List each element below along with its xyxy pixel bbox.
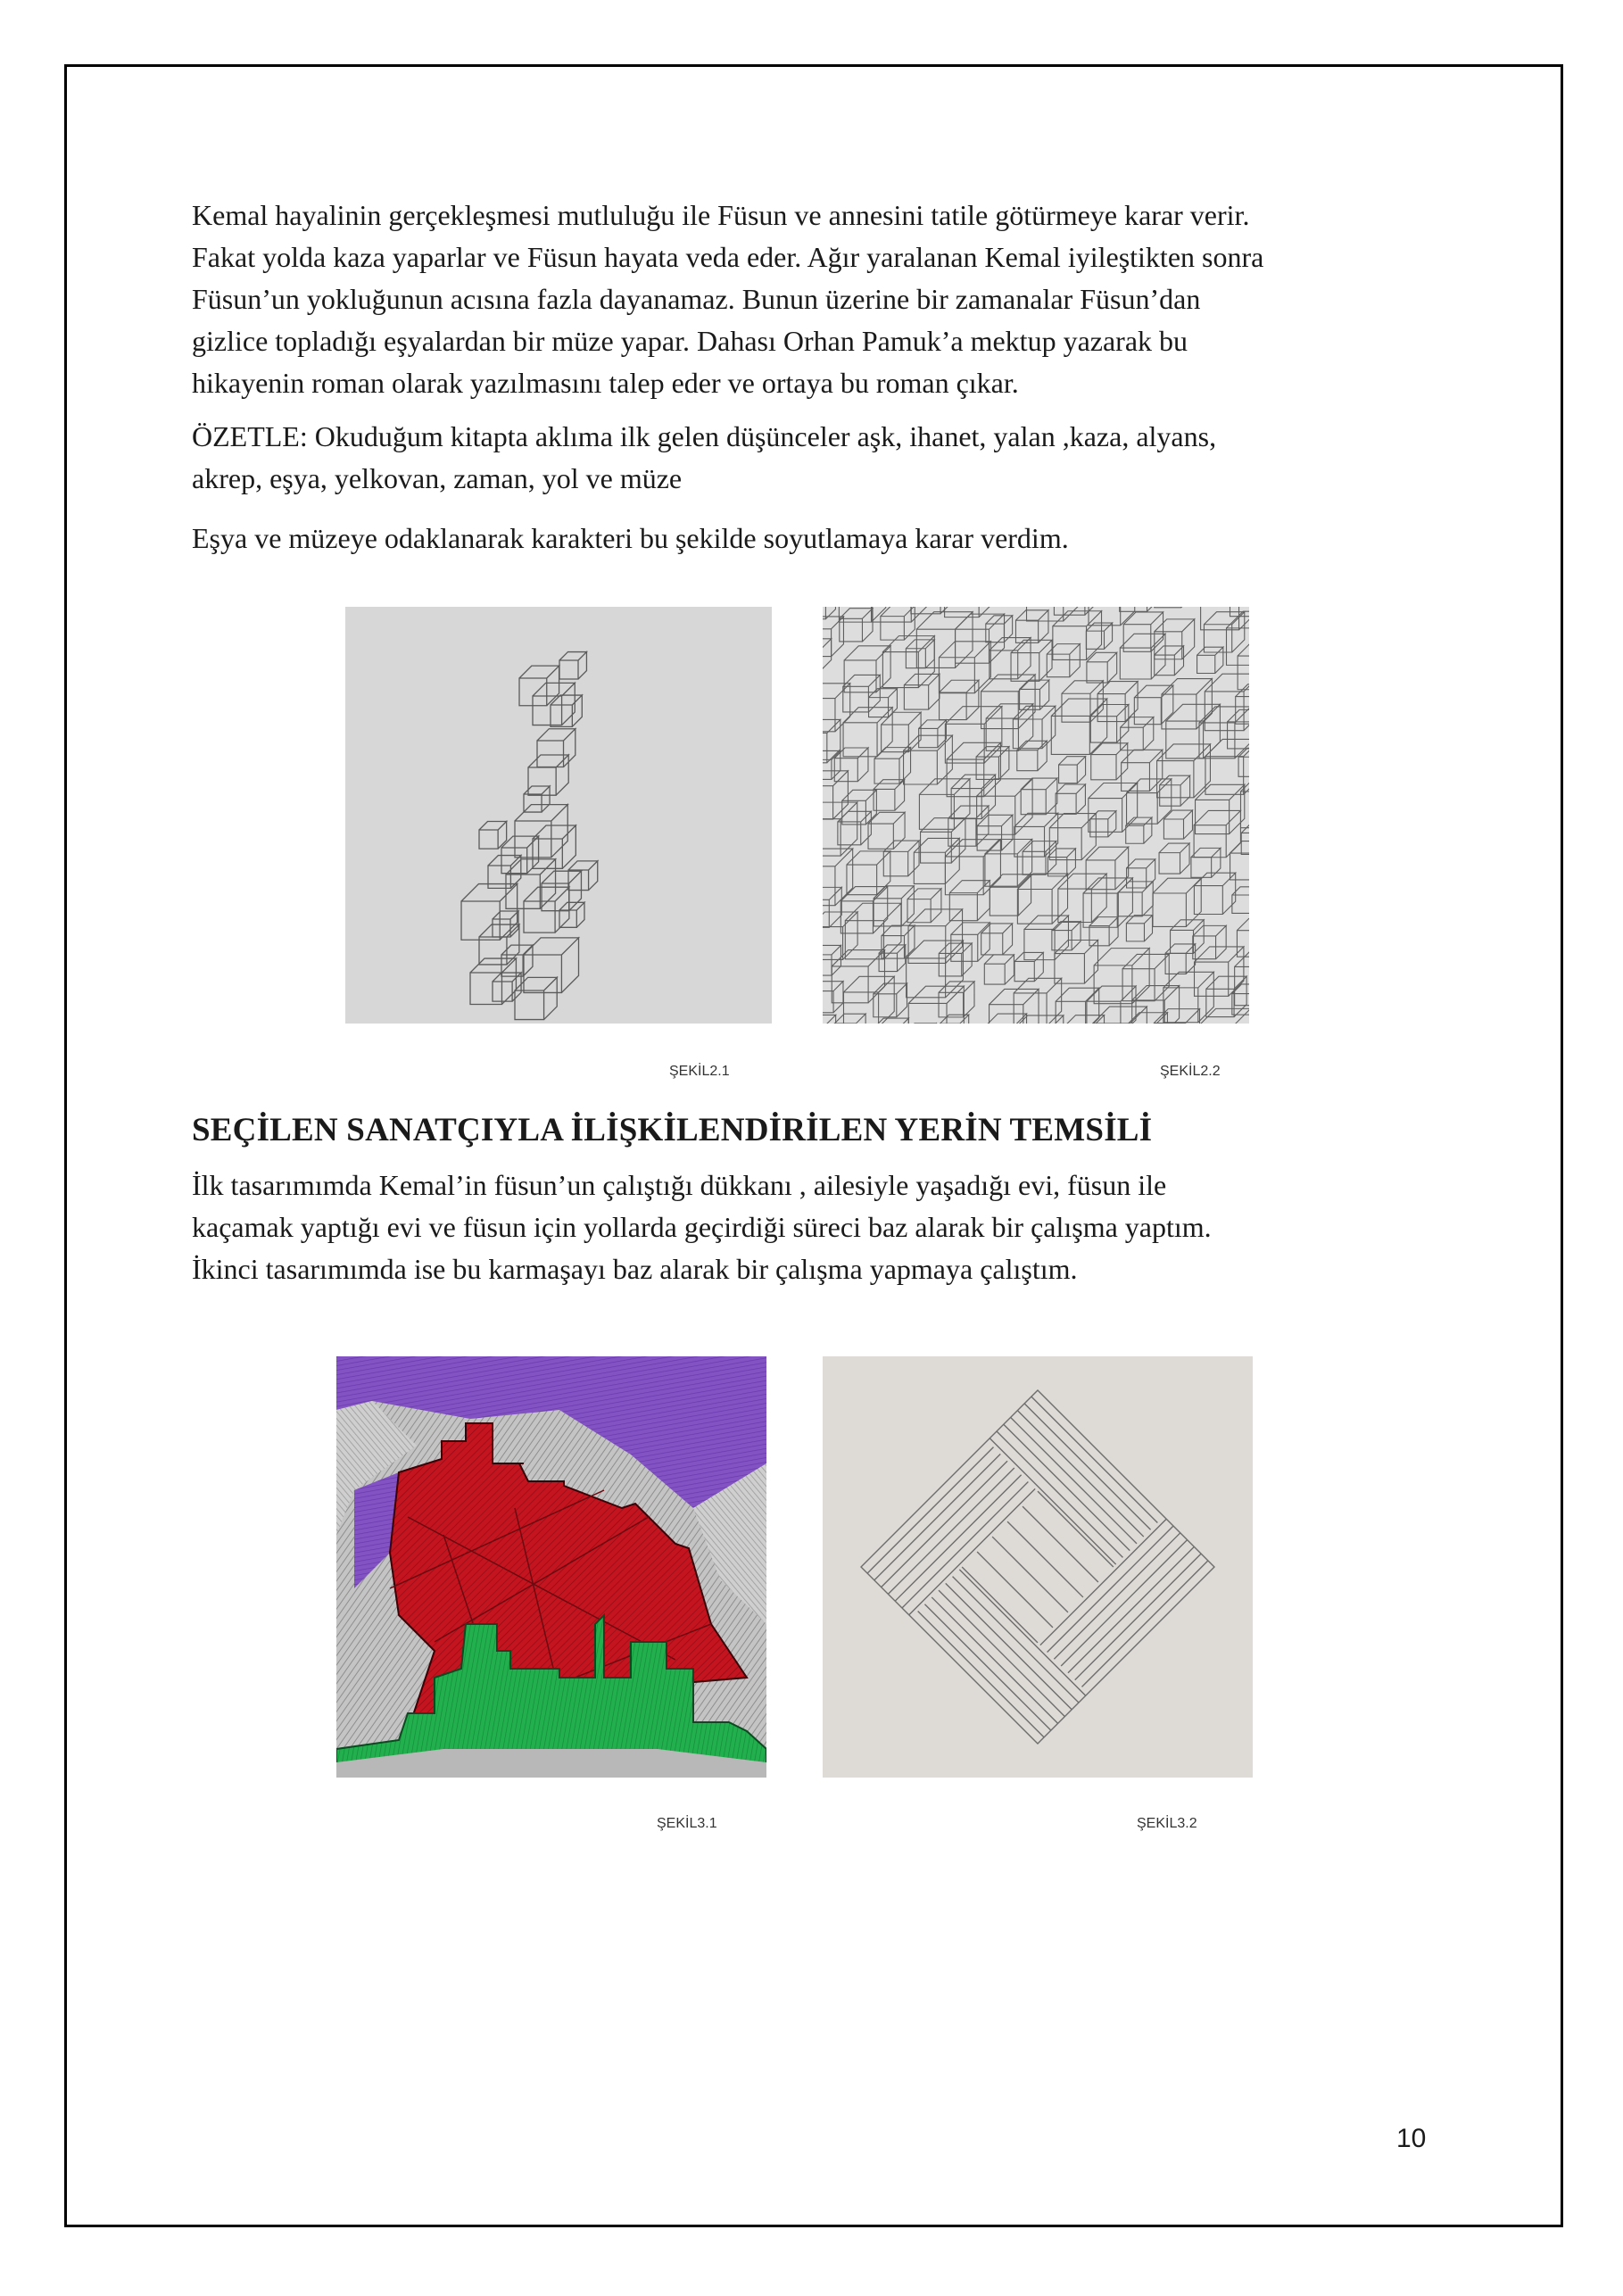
text-line: akrep, eşya, yelkovan, zaman, yol ve müze xyxy=(192,462,683,494)
figure-3-2-diamond-knot xyxy=(823,1356,1253,1778)
cube-pattern-drawing xyxy=(823,607,1249,1024)
caption-figure-2-2: ŞEKİL2.2 xyxy=(1160,1064,1221,1079)
text-line: kaçamak yaptığı evi ve füsun için yollarda geçirdiği süreci baz alarak bir çalışma yaptım. xyxy=(192,1211,1212,1243)
text-line: İlk tasarımımda Kemal’in füsun’un çalıştığı dükkanı , ailesiyle yaşadığı evi, füsun ile xyxy=(192,1169,1167,1201)
paragraph-abstraction xyxy=(192,518,1459,559)
figure-3-1-colored-drawing xyxy=(336,1356,766,1778)
text-line: Fakat yolda kaza yaparlar ve Füsun hayata veda eder. Ağır yaralanan Kemal iyileştikten sonra xyxy=(192,241,1264,273)
page-number: 10 xyxy=(1396,2124,1427,2153)
paragraph-design xyxy=(192,1165,1459,1290)
figure-2-1-cube-sketch xyxy=(345,607,772,1024)
diamond-knot-drawing xyxy=(823,1356,1253,1778)
paragraph-story xyxy=(192,195,1459,404)
caption-figure-3-1: ŞEKİL3.1 xyxy=(657,1816,717,1831)
text-line: Eşya ve müzeye odaklanarak karakteri bu şekilde soyutlamaya karar verdim. xyxy=(192,522,1069,554)
text-line: hikayenin roman olarak yazılmasını talep eder ve ortaya bu roman çıkar. xyxy=(192,367,1019,399)
caption-figure-2-1: ŞEKİL2.1 xyxy=(669,1064,730,1079)
section-heading: SEÇİLEN SANATÇIYLA İLİŞKİLENDİRİLEN YERİN TEMSİLİ xyxy=(192,1112,1153,1148)
text-line: ÖZETLE: Okuduğum kitapta aklıma ilk gelen düşünceler aşk, ihanet, yalan ,kaza, alyans, xyxy=(192,420,1217,452)
cube-sketch-drawing xyxy=(345,607,772,1024)
text-line: Kemal hayalinin gerçekleşmesi mutluluğu ile Füsun ve annesini tatile götürmeye karar verir. xyxy=(192,199,1250,231)
text-line: gizlice topladığı eşyalardan bir müze yapar. Dahası Orhan Pamuk’a mektup yazarak bu xyxy=(192,325,1188,357)
caption-figure-3-2: ŞEKİL3.2 xyxy=(1137,1816,1197,1831)
text-line: İkinci tasarımımda ise bu karmaşayı baz alarak bir çalışma yapmaya çalıştım. xyxy=(192,1253,1078,1285)
figure-2-2-cube-pattern xyxy=(823,607,1249,1024)
colored-drawing xyxy=(336,1356,766,1778)
text-line: Füsun’un yokluğunun acısına fazla dayanamaz. Bunun üzerine bir zamanalar Füsun’dan xyxy=(192,283,1201,315)
paragraph-summary xyxy=(192,416,1459,500)
